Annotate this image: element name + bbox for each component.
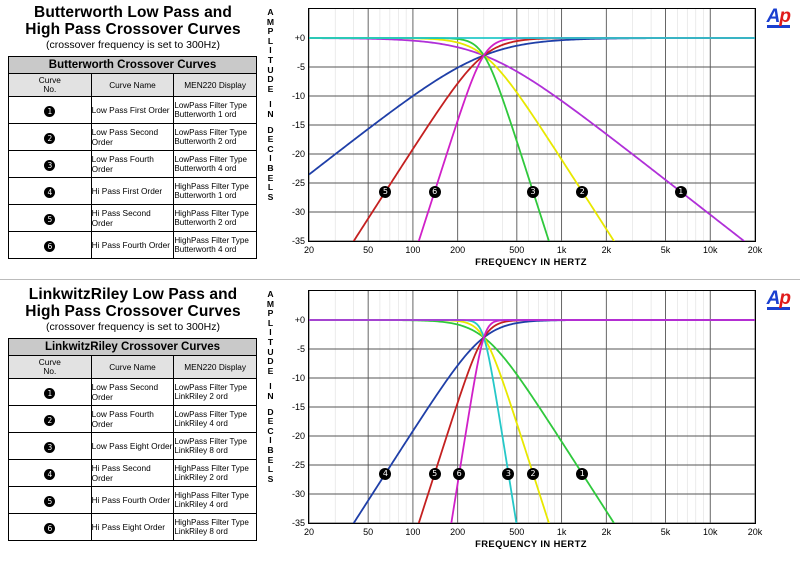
subtitle: (crossover frequency is set to 300Hz) bbox=[46, 39, 220, 51]
curve-line bbox=[340, 38, 755, 241]
title-line-1: Butterworth Low Pass and bbox=[34, 4, 232, 21]
col-header-curve-no-l2: No. bbox=[43, 366, 57, 376]
table-row bbox=[9, 406, 257, 433]
plot-area-linkwitzriley bbox=[291, 290, 763, 537]
ap-logo bbox=[767, 288, 790, 310]
curve-name: Hi Pass Fourth Order bbox=[91, 232, 174, 259]
display-line-1: LowPass Filter Type bbox=[174, 409, 248, 419]
curve-line bbox=[309, 38, 628, 241]
y-tick-label: -30 bbox=[291, 207, 305, 217]
display-text bbox=[174, 460, 257, 487]
table-row bbox=[9, 97, 257, 124]
title-line-2: High Pass Crossover Curves bbox=[25, 303, 241, 320]
col-header-curve-no-l1: Curve bbox=[38, 357, 61, 367]
y-axis-label bbox=[264, 8, 277, 208]
display-text bbox=[174, 205, 257, 232]
x-tick-label: 1k bbox=[556, 527, 567, 537]
col-header-curve-name: Curve Name bbox=[91, 356, 174, 379]
curve-number-badge: 5 bbox=[44, 496, 55, 507]
col-header-display: MEN220 Display bbox=[174, 356, 257, 379]
display-line-1: HighPass Filter Type bbox=[174, 208, 249, 218]
table-row bbox=[9, 379, 257, 406]
display-text bbox=[174, 514, 257, 541]
y-tick-label: -35 bbox=[291, 236, 305, 246]
curve-marker: 5 bbox=[379, 186, 391, 198]
display-line-2: LinkRiley 2 ord bbox=[174, 473, 228, 482]
y-tick-label: -20 bbox=[291, 431, 305, 441]
plot-area-butterworth bbox=[291, 8, 763, 255]
curve-marker: 2 bbox=[576, 186, 588, 198]
col-header-curve-no-l1: Curve bbox=[38, 75, 61, 85]
x-tick-label: 5k bbox=[660, 527, 671, 537]
page-title-2 bbox=[8, 286, 258, 320]
curve-name: Low Pass Second Order bbox=[91, 124, 174, 151]
curve-lines bbox=[309, 9, 755, 241]
col-header-display: MEN220 Display bbox=[174, 74, 257, 97]
table-row bbox=[9, 205, 257, 232]
display-text bbox=[174, 178, 257, 205]
display-line-2: LinkRiley 4 ord bbox=[174, 419, 228, 428]
table-row bbox=[9, 514, 257, 541]
display-line-2: Butterworth 1 ord bbox=[174, 110, 237, 119]
x-tick-label: 2k bbox=[601, 245, 612, 255]
display-line-1: HighPass Filter Type bbox=[174, 517, 249, 527]
curve-line bbox=[309, 320, 520, 523]
x-tick-label: 20k bbox=[747, 245, 763, 255]
curve-line bbox=[309, 320, 556, 523]
curve-marker: 5 bbox=[429, 468, 441, 480]
curve-marker: 3 bbox=[527, 186, 539, 198]
display-text bbox=[174, 124, 257, 151]
x-tick-label: 20 bbox=[303, 245, 315, 255]
butterworth-left-column bbox=[8, 4, 258, 259]
y-tick-label: -15 bbox=[291, 402, 305, 412]
curve-name: Low Pass Fourth Order bbox=[91, 151, 174, 178]
table-row bbox=[9, 151, 257, 178]
display-line-2: Butterworth 2 ord bbox=[174, 137, 237, 146]
curve-number-badge: 1 bbox=[44, 388, 55, 399]
ap-logo bbox=[767, 6, 790, 28]
display-line-2: Butterworth 4 ord bbox=[174, 245, 237, 254]
subtitle: (crossover frequency is set to 300Hz) bbox=[46, 321, 220, 333]
x-tick-label: 50 bbox=[363, 245, 374, 255]
y-tick-label: -10 bbox=[291, 373, 305, 383]
ap-logo-a: A bbox=[766, 6, 780, 27]
curve-marker: 6 bbox=[429, 186, 441, 198]
display-line-1: HighPass Filter Type bbox=[174, 235, 249, 245]
table-row bbox=[9, 433, 257, 460]
display-line-2: LinkRiley 8 ord bbox=[174, 446, 228, 455]
y-axis-label-word: I N bbox=[267, 99, 274, 119]
x-axis-title: FREQUENCY IN HERTZ bbox=[475, 256, 587, 267]
linkwitzriley-curve-table bbox=[8, 338, 257, 541]
curve-name: Low Pass Second Order bbox=[91, 379, 174, 406]
display-line-1: LowPass Filter Type bbox=[174, 382, 248, 392]
y-tick-label: -30 bbox=[291, 489, 305, 499]
y-tick-label: -5 bbox=[296, 62, 305, 72]
panel-butterworth bbox=[0, 0, 800, 278]
x-tick-label: 500 bbox=[509, 527, 525, 537]
display-line-2: LinkRiley 2 ord bbox=[174, 392, 228, 401]
col-header-curve-no bbox=[9, 74, 92, 97]
curve-line bbox=[340, 320, 755, 523]
table-row bbox=[9, 487, 257, 514]
curve-marker: 3 bbox=[502, 468, 514, 480]
curve-name: Hi Pass Fourth Order bbox=[91, 487, 174, 514]
table-row bbox=[9, 460, 257, 487]
curve-line bbox=[309, 38, 755, 241]
y-axis-label bbox=[264, 290, 277, 490]
curve-marker: 2 bbox=[527, 468, 539, 480]
y-tick-label: -35 bbox=[291, 518, 305, 528]
curve-marker: 6 bbox=[453, 468, 465, 480]
display-line-1: HighPass Filter Type bbox=[174, 490, 249, 500]
display-line-2: LinkRiley 4 ord bbox=[174, 500, 228, 509]
curve-marker: 4 bbox=[379, 468, 391, 480]
x-tick-label: 200 bbox=[450, 245, 466, 255]
ap-logo-p: p bbox=[779, 6, 790, 27]
display-line-1: LowPass Filter Type bbox=[174, 127, 248, 137]
title-line-1: LinkwitzRiley Low Pass and bbox=[28, 286, 238, 303]
curve-line bbox=[309, 38, 556, 241]
page-title bbox=[8, 4, 258, 38]
col-header-curve-no-l2: No. bbox=[43, 84, 57, 94]
curve-name: Low Pass Fourth Order bbox=[91, 406, 174, 433]
y-axis-label-word: A M P L I T U D E bbox=[266, 7, 275, 94]
curve-number-badge: 4 bbox=[44, 187, 55, 198]
y-tick-label: -25 bbox=[291, 178, 305, 188]
display-line-2: Butterworth 1 ord bbox=[174, 191, 237, 200]
title-line-2: High Pass Crossover Curves bbox=[25, 21, 241, 38]
panel-linkwitzriley bbox=[0, 282, 800, 560]
x-tick-label: 50 bbox=[363, 527, 374, 537]
curve-name: Hi Pass Second Order bbox=[91, 460, 174, 487]
y-tick-label: -5 bbox=[296, 344, 305, 354]
x-tick-label: 1k bbox=[556, 245, 567, 255]
linkwitzriley-chart bbox=[262, 284, 796, 556]
table-row bbox=[9, 124, 257, 151]
x-tick-label: 100 bbox=[405, 245, 421, 255]
x-tick-label: 500 bbox=[509, 245, 525, 255]
display-line-1: LowPass Filter Type bbox=[174, 436, 248, 446]
y-tick-label: -20 bbox=[291, 149, 305, 159]
panel-divider bbox=[0, 279, 800, 280]
curve-number-badge: 6 bbox=[44, 241, 55, 252]
curve-number-badge: 3 bbox=[44, 160, 55, 171]
curve-number-badge: 2 bbox=[44, 415, 55, 426]
curve-number-badge: 5 bbox=[44, 214, 55, 225]
curve-marker: 1 bbox=[576, 468, 588, 480]
curve-name: Hi Pass Second Order bbox=[91, 205, 174, 232]
curve-number-badge: 1 bbox=[44, 106, 55, 117]
y-tick-label: +0 bbox=[294, 315, 305, 325]
col-header-curve-name: Curve Name bbox=[91, 74, 174, 97]
table-header: Butterworth Crossover Curves bbox=[9, 57, 257, 74]
linkwitzriley-left-column bbox=[8, 286, 258, 541]
curve-name: Hi Pass First Order bbox=[91, 178, 174, 205]
display-line-1: LowPass Filter Type bbox=[174, 154, 248, 164]
y-axis-label-word: D E C I B E L S bbox=[267, 124, 274, 202]
display-line-1: LowPass Filter Type bbox=[174, 100, 248, 110]
x-tick-label: 200 bbox=[450, 527, 466, 537]
table-header: LinkwitzRiley Crossover Curves bbox=[9, 339, 257, 356]
x-tick-label: 100 bbox=[405, 527, 421, 537]
y-tick-label: -25 bbox=[291, 460, 305, 470]
display-text bbox=[174, 151, 257, 178]
x-tick-label: 20 bbox=[303, 527, 315, 537]
display-text bbox=[174, 97, 257, 124]
display-text bbox=[174, 379, 257, 406]
curve-name: Low Pass Eight Order bbox=[91, 433, 174, 460]
curve-name: Hi Pass Eight Order bbox=[91, 514, 174, 541]
display-line-1: HighPass Filter Type bbox=[174, 181, 249, 191]
x-tick-label: 10k bbox=[702, 245, 718, 255]
col-header-curve-no bbox=[9, 356, 92, 379]
y-tick-label: +0 bbox=[294, 33, 305, 43]
display-line-1: HighPass Filter Type bbox=[174, 463, 249, 473]
display-line-2: Butterworth 2 ord bbox=[174, 218, 237, 227]
x-tick-label: 20k bbox=[747, 527, 763, 537]
x-axis-title: FREQUENCY IN HERTZ bbox=[475, 538, 587, 549]
y-axis-label-word: A M P L I T U D E bbox=[266, 289, 275, 376]
curve-number-badge: 3 bbox=[44, 442, 55, 453]
display-line-2: Butterworth 4 ord bbox=[174, 164, 237, 173]
display-text bbox=[174, 232, 257, 259]
x-tick-label: 10k bbox=[702, 527, 718, 537]
display-text bbox=[174, 406, 257, 433]
curve-name: Low Pass First Order bbox=[91, 97, 174, 124]
curve-number-badge: 6 bbox=[44, 523, 55, 534]
curve-marker: 1 bbox=[675, 186, 687, 198]
display-line-2: LinkRiley 8 ord bbox=[174, 527, 228, 536]
display-text bbox=[174, 433, 257, 460]
ap-logo-p: p bbox=[779, 288, 790, 309]
curve-line bbox=[448, 320, 755, 523]
y-axis-label-word: D E C I B E L S bbox=[267, 406, 274, 484]
curve-lines bbox=[309, 291, 755, 523]
curve-number-badge: 4 bbox=[44, 469, 55, 480]
y-tick-label: -15 bbox=[291, 120, 305, 130]
ap-logo-a: A bbox=[766, 288, 780, 309]
x-tick-label: 5k bbox=[660, 245, 671, 255]
butterworth-chart bbox=[262, 2, 796, 274]
table-row bbox=[9, 232, 257, 259]
butterworth-curve-table bbox=[8, 56, 257, 259]
table-row bbox=[9, 178, 257, 205]
x-tick-label: 2k bbox=[601, 527, 612, 537]
y-axis-label-word: I N bbox=[267, 381, 274, 401]
curve-number-badge: 2 bbox=[44, 133, 55, 144]
display-text bbox=[174, 487, 257, 514]
y-tick-label: -10 bbox=[291, 91, 305, 101]
